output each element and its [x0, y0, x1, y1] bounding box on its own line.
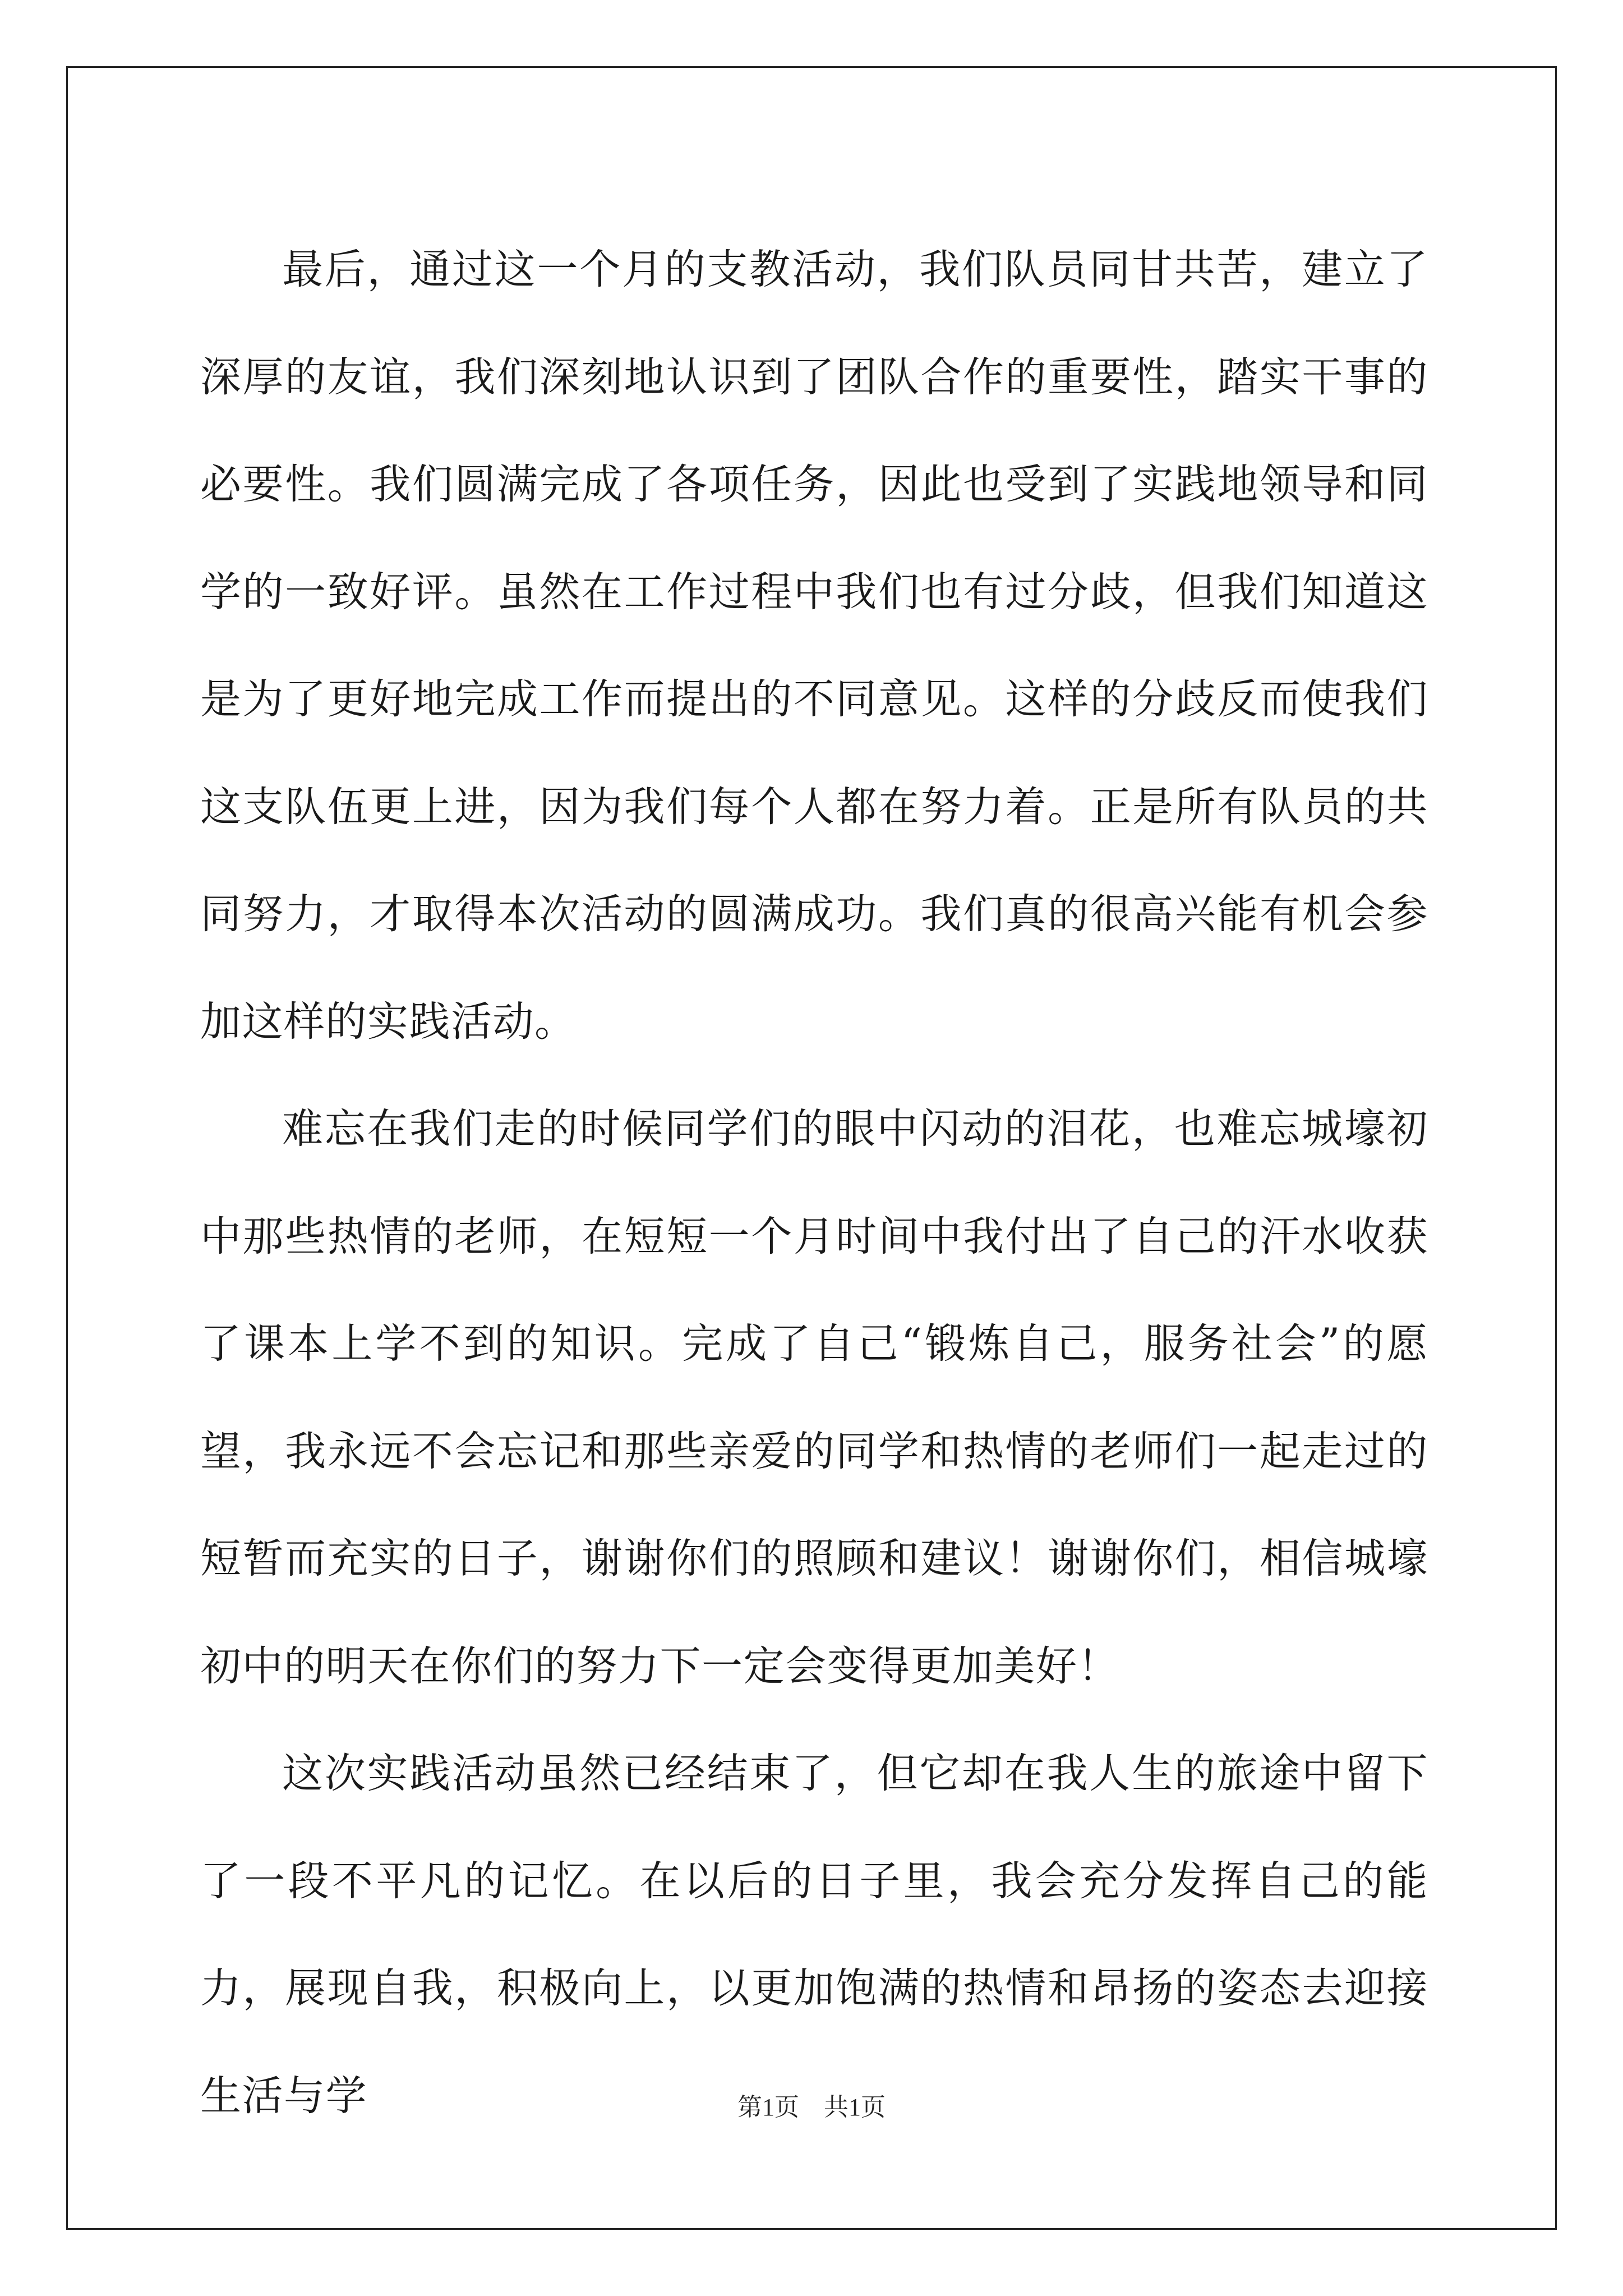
- document-body: [200, 216, 1428, 2150]
- page-footer: [0, 2087, 1623, 2123]
- paragraph-2: 难忘在我们走的时候同学们的眼中闪动的泪花，也难忘城壕初中那些热情的老师，在短短一个月时间中我付出了自己的汗水收获了课本上学不到的知识。完成了自己“锻炼自己，服务社会”的愿望，我永远不会忘记和那些亲爱的同学和热情的老师们一起走过的短暂而充实的日子，谢谢你们的照顾和建议！谢谢你们，相信城壕初中的明天在你们的努力下一定会变得更加美好！: [200, 1105, 1428, 1690]
- page-number-total: 共1页: [824, 2093, 886, 2121]
- paragraph-3: 这次实践活动虽然已经结束了，但它却在我人生的旅途中留下了一段不平凡的记忆。在以后的日子里，我会充分发挥自己的能力，展现自我，积极向上，以更加饱满的热情和昂扬的姿态去迎接生活与学: [200, 1750, 1428, 2120]
- page-number-current: 第1页: [737, 2093, 799, 2121]
- paragraph-1: 最后，通过这一个月的支教活动，我们队员同甘共苦，建立了深厚的友谊，我们深刻地认识到了团队合作的重要性，踏实干事的必要性。我们圆满完成了各项任务，因此也受到了实践地领导和同学的一致好评。虽然在工作过程中我们也有过分歧，但我们知道这是为了更好地完成工作而提出的不同意见。这样的分歧反而使我们这支队伍更上进，因为我们每个人都在努力着。正是所有队员的共同努力，才取得本次活动的圆满成功。我们真的很高兴能有机会参加这样的实践活动。: [200, 246, 1428, 1046]
